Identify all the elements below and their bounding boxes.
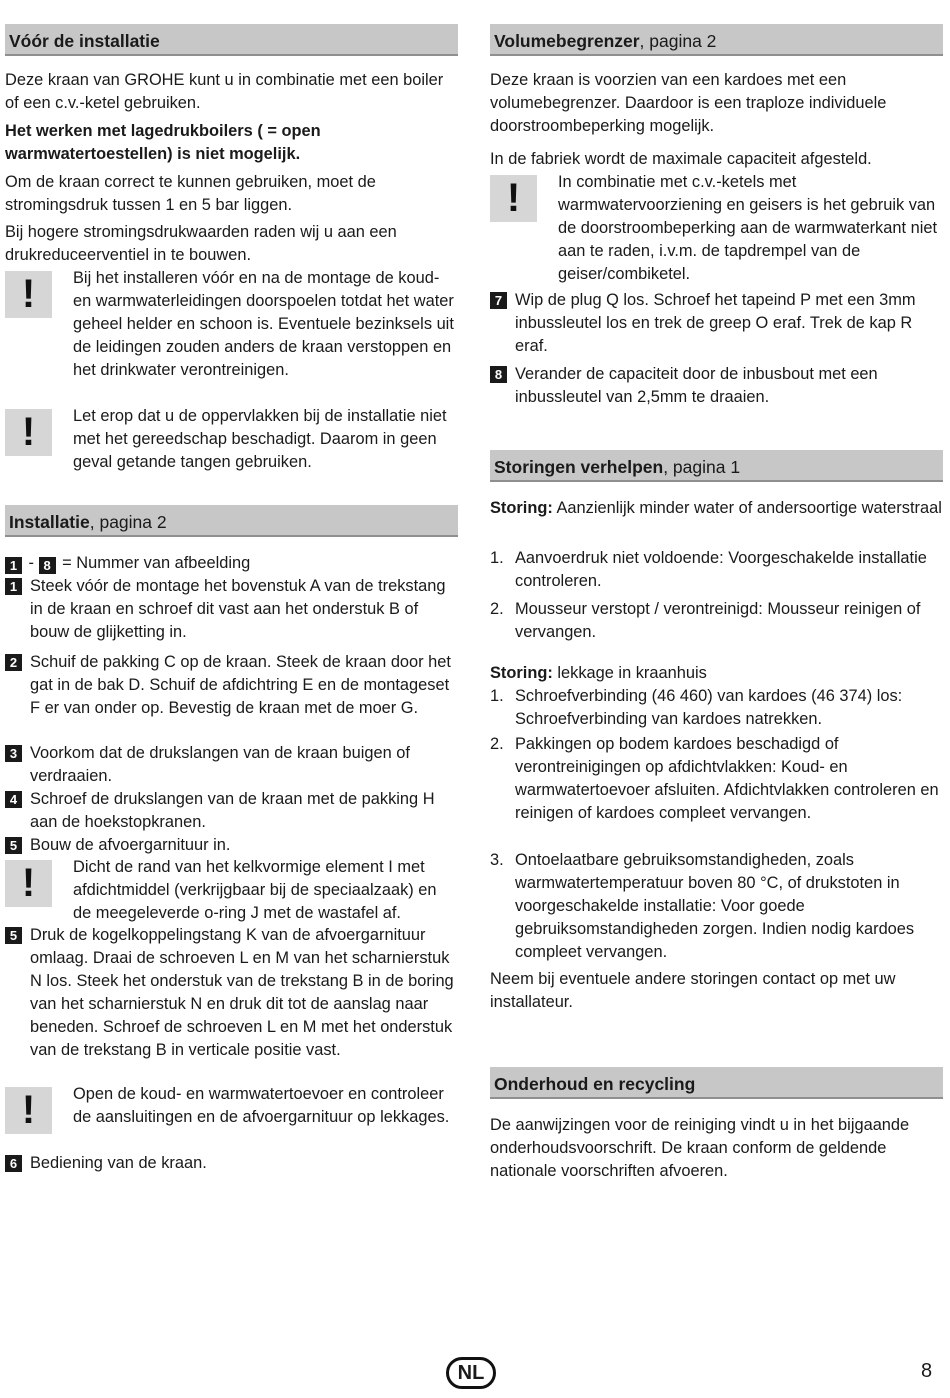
figure-number: 8 bbox=[39, 557, 56, 574]
section-title: Installatie bbox=[9, 512, 90, 532]
section-title: Vóór de installatie bbox=[9, 31, 160, 51]
section-title: Onderhoud en recycling bbox=[494, 1074, 696, 1094]
step-4 bbox=[5, 788, 458, 834]
issue-label: Storing: bbox=[490, 664, 553, 682]
list-number: 2. bbox=[490, 735, 504, 753]
exclamation-icon: ! bbox=[5, 860, 52, 907]
list-text: Mousseur verstopt / verontreinigd: Mousseur reinigen of vervangen. bbox=[515, 600, 921, 641]
figure-number: 5 bbox=[5, 927, 22, 944]
exclamation-icon: ! bbox=[490, 175, 537, 222]
warning-text: Bij het installeren vóór en na de montage de koud- en warmwaterleidingen doorspoelen totdat het water geheel helder en schoon is. Eventuele bezinksels uit de leidingen zouden anders de kraan verstoppen en het drinkwater verontreinigen. bbox=[73, 269, 454, 379]
warning-block bbox=[5, 856, 458, 926]
paragraph: Deze kraan van GROHE kunt u in combinatie met een boiler of een c.v.-ketel gebruiken. bbox=[5, 71, 444, 112]
warning-block bbox=[490, 171, 943, 286]
step-text: Steek vóór de montage het bovenstuk A van de trekstang in de kraan en schroef dit vast aan het onderstuk B of bouw de glijketting in. bbox=[30, 577, 446, 641]
section-page-ref: , pagina 2 bbox=[639, 31, 717, 51]
step-6 bbox=[5, 1152, 458, 1175]
issue-heading bbox=[490, 497, 943, 520]
figure-number: 5 bbox=[5, 837, 22, 854]
step-5b bbox=[5, 924, 458, 1062]
list-number: 2. bbox=[490, 600, 504, 618]
warning-block bbox=[5, 405, 458, 475]
language-badge: NL bbox=[446, 1357, 496, 1389]
paragraph: Neem bij eventuele andere storingen contact op met uw installateur. bbox=[490, 970, 896, 1011]
warning-block bbox=[5, 1083, 458, 1153]
warning-text: Open de koud- en warmwatertoevoer en controleer de aansluitingen en de afvoergarnituur op lekkages. bbox=[73, 1085, 450, 1126]
figure-number: 7 bbox=[490, 292, 507, 309]
section-header-volume-limiter bbox=[490, 24, 943, 56]
warning-block bbox=[5, 267, 458, 392]
figure-number: 3 bbox=[5, 745, 22, 762]
list-text: Aanvoerdruk niet voldoende: Voorgeschakelde installatie controleren. bbox=[515, 549, 927, 590]
list-number: 1. bbox=[490, 549, 504, 567]
paragraph: Deze kraan is voorzien van een kardoes met een volumebegrenzer. Daardoor is een traploze individuele doorstroombeperking mogelijk. bbox=[490, 71, 887, 135]
paragraph: Bij hogere stromingsdrukwaarden raden wij u aan een drukreduceerventiel in te bouwen. bbox=[5, 223, 397, 264]
section-header-before-installation bbox=[5, 24, 458, 56]
list-item bbox=[490, 733, 943, 825]
section-page-ref: , pagina 2 bbox=[89, 512, 167, 532]
figure-number: 1 bbox=[5, 578, 22, 595]
section-page-ref: , pagina 1 bbox=[663, 457, 741, 477]
left-column bbox=[5, 24, 458, 1184]
step-7 bbox=[490, 289, 943, 358]
exclamation-icon: ! bbox=[5, 409, 52, 456]
issue-text: lekkage in kraanhuis bbox=[552, 664, 707, 682]
step-text: Schuif de pakking C op de kraan. Steek de kraan door het gat in de bak D. Schuif de afdichtring E en de montageset F er van onder op. Bevestig de kraan met de moer G. bbox=[30, 653, 451, 717]
step-text: Bouw de afvoergarnituur in. bbox=[30, 836, 231, 854]
figure-number: 4 bbox=[5, 791, 22, 808]
list-text: Schroefverbinding (46 460) van kardoes (46 374) los: Schroefverbinding van kardoes natrekken. bbox=[515, 687, 903, 728]
paragraph: Om de kraan correct te kunnen gebruiken, moet de stromingsdruk tussen 1 en 5 bar liggen. bbox=[5, 173, 376, 214]
issue-text: Aanzienlijk minder water of andersoortige waterstraal bbox=[552, 499, 942, 517]
section-header-installation bbox=[5, 505, 458, 537]
step-8 bbox=[490, 363, 943, 409]
paragraph: De aanwijzingen voor de reiniging vindt u in het bijgaande onderhoudsvoorschrift. De kraan conform de geldende nationale voorschriften afvoeren. bbox=[490, 1116, 910, 1180]
step-text: Bediening van de kraan. bbox=[30, 1154, 207, 1172]
exclamation-icon: ! bbox=[5, 1087, 52, 1134]
paragraph-bold-warning: Het werken met lagedrukboilers ( = open warmwatertoestellen) is niet mogelijk. bbox=[5, 122, 321, 163]
step-text: Wip de plug Q los. Schroef het tapeind P met een 3mm inbussleutel los en trek de greep O eraf. Trek de kap R eraf. bbox=[515, 291, 916, 355]
warning-text: Dicht de rand van het kelkvormige element I met afdichtmiddel (verkrijgbaar bij de speciaalzaak) en de meegeleverde o-ring J met de wastafel af. bbox=[73, 858, 437, 922]
section-title: Storingen verhelpen bbox=[494, 457, 664, 477]
step-text: Schroef de drukslangen van de kraan met de pakking H aan de hoekstopkranen. bbox=[30, 790, 435, 831]
exclamation-icon: ! bbox=[5, 271, 52, 318]
section-title: Volumebegrenzer bbox=[494, 31, 640, 51]
right-column bbox=[490, 24, 943, 1194]
list-item bbox=[490, 547, 943, 593]
list-item bbox=[490, 598, 943, 644]
step-3 bbox=[5, 742, 458, 788]
section-header-troubleshooting bbox=[490, 450, 943, 482]
section-header-maintenance bbox=[490, 1067, 943, 1099]
issue-heading bbox=[490, 662, 943, 685]
step-1 bbox=[5, 575, 458, 644]
range-separator: - bbox=[24, 554, 39, 572]
figure-number: 1 bbox=[5, 557, 22, 574]
list-number: 1. bbox=[490, 687, 504, 705]
step-5 bbox=[5, 834, 458, 857]
list-text: Ontoelaatbare gebruiksomstandigheden, zoals warmwatertemperatuur boven 80 °C, of drukstoten in voorgeschakelde installatie: Voor goede gebruiksomstandigheden zorgen. Indien nodig kardoes compleet vervangen. bbox=[515, 851, 915, 961]
page-number: 8 bbox=[921, 1360, 933, 1382]
legend-text: = Nummer van afbeelding bbox=[57, 554, 251, 572]
step-text: Voorkom dat de drukslangen van de kraan buigen of verdraaien. bbox=[30, 744, 410, 785]
step-text: Verander de capaciteit door de inbusbout met een inbussleutel van 2,5mm te draaien. bbox=[515, 365, 878, 406]
step-text: Druk de kogelkoppelingstang K van de afvoergarnituur omlaag. Draai de schroeven L en M van het scharnierstuk N los. Steek het onderstuk van de trekstang B in de boring van het scharnierstuk N en druk dit tot de aanslag naar beneden. Schroef de schroeven L en M met het onderstuk van de trekstang B in verticale positie vast. bbox=[30, 926, 454, 1059]
figure-number: 2 bbox=[5, 654, 22, 671]
list-item bbox=[490, 685, 943, 731]
step-2 bbox=[5, 651, 458, 720]
warning-text: Let erop dat u de oppervlakken bij de installatie niet met het gereedschap beschadigt. Daarom in geen geval getande tangen gebruiken. bbox=[73, 407, 447, 471]
figure-number: 6 bbox=[5, 1155, 22, 1172]
warning-text: In combinatie met c.v.-ketels met warmwatervoorziening en geisers is het gebruik van de doorstroombeperking aan de warmwaterkant niet aan te raden, i.v.m. de tapdrempel van de geiser/combiketel. bbox=[558, 173, 938, 283]
issue-label: Storing: bbox=[490, 499, 553, 517]
figure-number-legend bbox=[5, 552, 458, 575]
list-text: Pakkingen op bodem kardoes beschadigd of verontreinigingen op afdichtvlakken: Koud- en warmwatertoevoer afsluiten. Afdichtvlakken controleren en reinigen of kardoes compleet vervangen. bbox=[515, 735, 939, 822]
figure-number: 8 bbox=[490, 366, 507, 383]
list-item bbox=[490, 849, 943, 964]
list-number: 3. bbox=[490, 851, 504, 869]
paragraph: In de fabriek wordt de maximale capaciteit afgesteld. bbox=[490, 150, 872, 168]
